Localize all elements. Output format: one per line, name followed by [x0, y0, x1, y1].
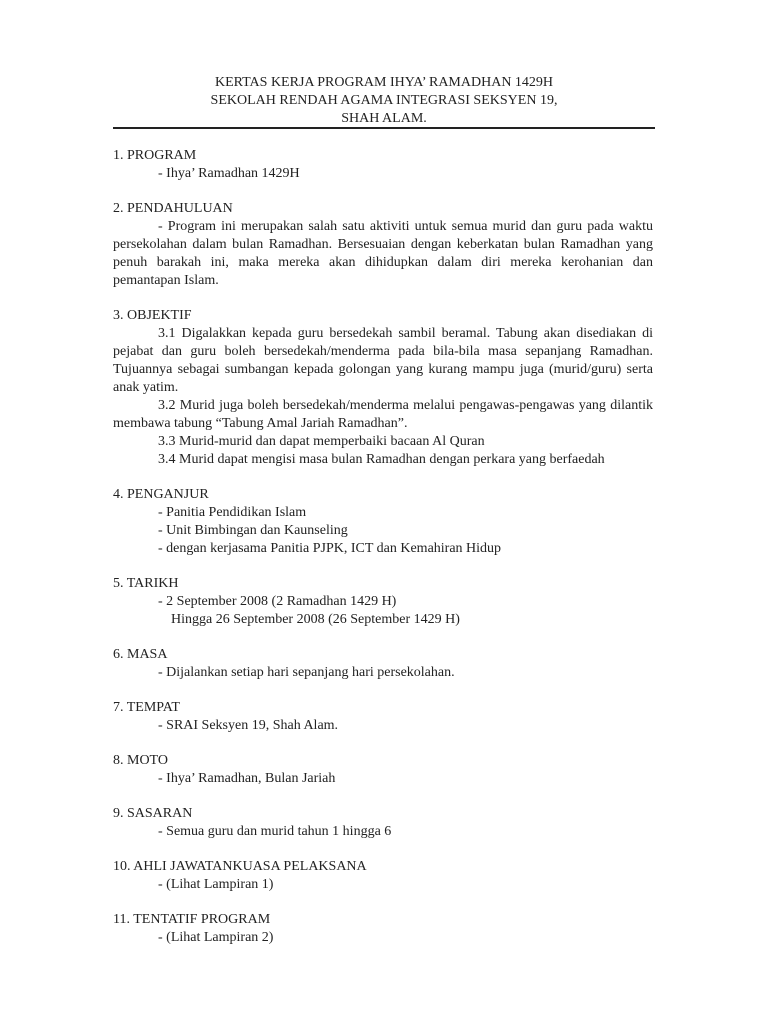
- section-tentatif: [113, 911, 653, 947]
- section-objektif: [113, 307, 653, 469]
- date-end: Hingga 26 September 2008 (26 September 1429 H): [171, 612, 460, 627]
- section-pendahuluan: [113, 200, 653, 290]
- section-item: - SRAI Seksyen 19, Shah Alam.: [158, 718, 339, 733]
- section-heading: 1. PROGRAM: [113, 148, 197, 163]
- objective-3-3: 3.3 Murid-murid dan dapat memperbaiki bacaan Al Quran: [158, 434, 485, 449]
- objective-3-1: 3.1 Digalakkan kepada guru bersedekah sambil beramal. Tabung akan disediakan di pejabat dan guru boleh bersedekah/menderma pada bila-bila masa sepanjang Ramadhan. Tujuannya sebagai sumbangan kepada golongan yang kurang mampu juga (murid/guru) serta anak yatim.: [113, 326, 653, 395]
- section-heading: 2. PENDAHULUAN: [113, 201, 233, 216]
- section-tempat: [113, 699, 653, 735]
- section-heading: 7. TEMPAT: [113, 700, 180, 715]
- header-school: SEKOLAH RENDAH AGAMA INTEGRASI SEKSYEN 19,: [210, 93, 558, 108]
- organizer-item: - Panitia Pendidikan Islam: [158, 505, 307, 520]
- objective-3-2: 3.2 Murid juga boleh bersedekah/menderma melalui pengawas-pengawas yang dilantik membawa tabung “Tabung Amal Jariah Ramadhan”.: [113, 398, 653, 431]
- section-heading: 11. TENTATIF PROGRAM: [113, 912, 271, 927]
- section-item: - Ihya’ Ramadhan, Bulan Jariah: [158, 771, 336, 786]
- section-heading: 3. OBJEKTIF: [113, 308, 192, 323]
- objective-3-4: 3.4 Murid dapat mengisi masa bulan Ramadhan dengan perkara yang berfaedah: [158, 452, 605, 467]
- section-sasaran: [113, 805, 653, 841]
- section-heading: 6. MASA: [113, 647, 168, 662]
- section-ajk: [113, 858, 653, 894]
- section-heading: 4. PENGANJUR: [113, 487, 209, 502]
- section-penganjur: [113, 486, 653, 558]
- section-program: [113, 147, 653, 183]
- organizer-item: - dengan kerjasama Panitia PJPK, ICT dan Kemahiran Hidup: [158, 541, 502, 556]
- document-body: [113, 147, 653, 964]
- section-tarikh: [113, 575, 653, 629]
- section-heading: 5. TARIKH: [113, 576, 179, 591]
- section-heading: 9. SASARAN: [113, 806, 193, 821]
- organizer-item: - Unit Bimbingan dan Kaunseling: [158, 523, 348, 538]
- date-start: - 2 September 2008 (2 Ramadhan 1429 H): [158, 594, 397, 609]
- section-paragraph: - Program ini merupakan salah satu aktiviti untuk semua murid dan guru pada waktu persekolahan dalam bulan Ramadhan. Bersesuaian dengan keberkatan bulan Ramadhan yang penuh barakah ini, maka mereka akan dihidupkan dalam diri mereka kerohanian dan pemantapan Islam.: [113, 219, 653, 288]
- section-moto: [113, 752, 653, 788]
- document-header: [113, 74, 655, 128]
- section-heading: 8. MOTO: [113, 753, 168, 768]
- section-heading: 10. AHLI JAWATANKUASA PELAKSANA: [113, 859, 367, 874]
- header-rule: [113, 127, 655, 129]
- section-masa: [113, 646, 653, 682]
- header-location: SHAH ALAM.: [341, 111, 427, 126]
- section-item: - (Lihat Lampiran 1): [158, 877, 274, 892]
- section-item: - Dijalankan setiap hari sepanjang hari persekolahan.: [158, 665, 455, 680]
- section-item: - Ihya’ Ramadhan 1429H: [158, 166, 300, 181]
- header-title: KERTAS KERJA PROGRAM IHYA’ RAMADHAN 1429H: [214, 75, 554, 90]
- section-item: - Semua guru dan murid tahun 1 hingga 6: [158, 824, 392, 839]
- section-item: - (Lihat Lampiran 2): [158, 930, 274, 945]
